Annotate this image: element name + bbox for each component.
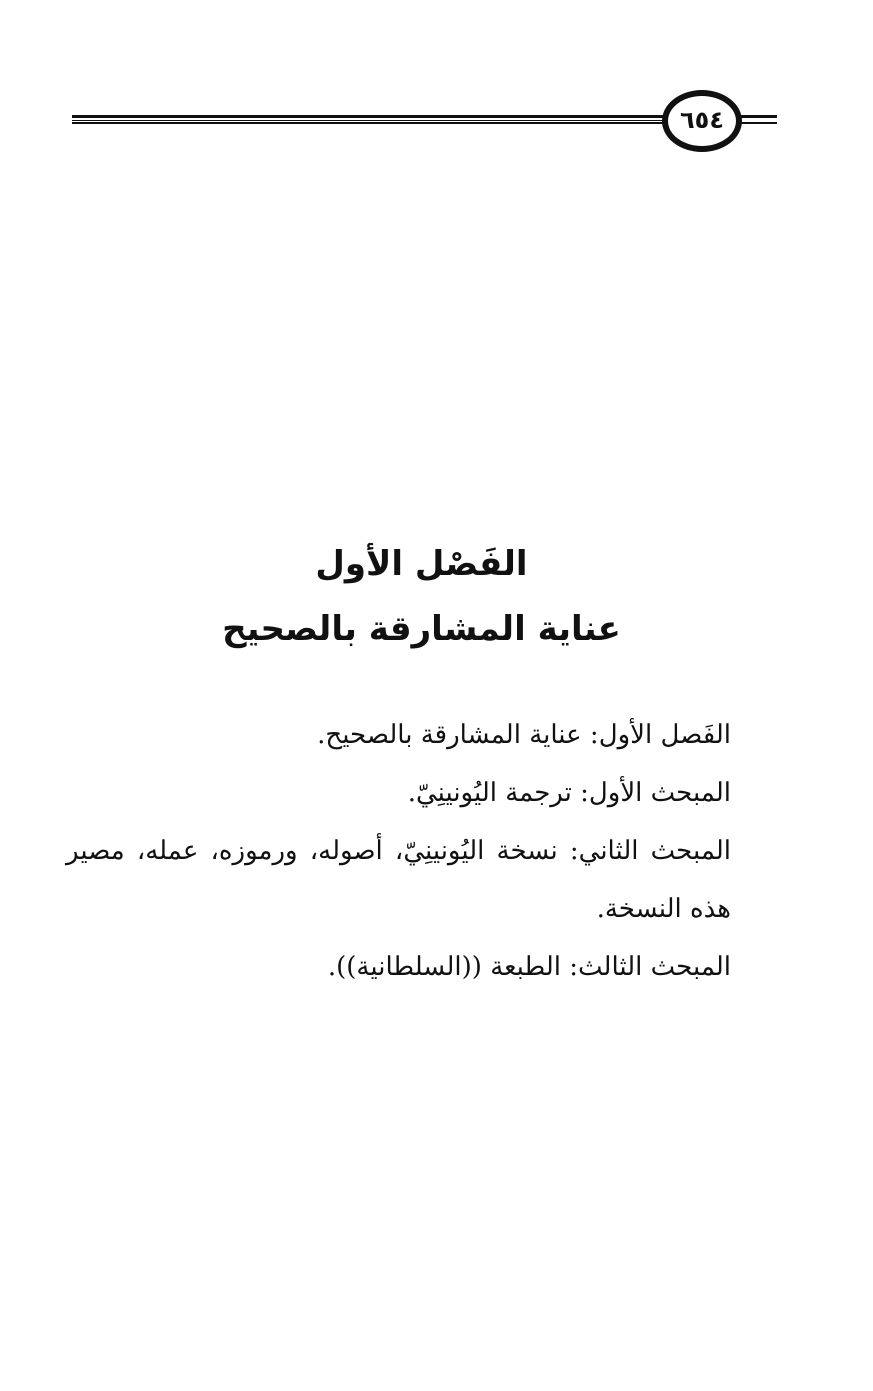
page-header: [72, 96, 777, 156]
table-of-contents: [66, 706, 777, 996]
chapter-title: الفَصْل الأول: [315, 544, 528, 584]
page-number-circle: [662, 90, 742, 152]
page-number: ٦٥٤: [680, 106, 724, 134]
toc-item: الفَصل الأول: عناية المشارقة بالصحيح.: [317, 720, 731, 750]
toc-item: المبحث الثالث: الطبعة ((السلطانية)).: [327, 952, 731, 982]
toc-item: المبحث الثاني: نسخة اليُونينِيّ، أصوله، ورموزه، عمله، مصير هذه النسخة.: [66, 836, 731, 924]
header-rule-left: [72, 115, 664, 124]
header-rule-right: [740, 115, 777, 124]
toc-item: المبحث الأول: ترجمة اليُونينِيّ.: [407, 778, 731, 808]
chapter-subtitle: عناية المشارقة بالصحيح: [222, 609, 621, 649]
